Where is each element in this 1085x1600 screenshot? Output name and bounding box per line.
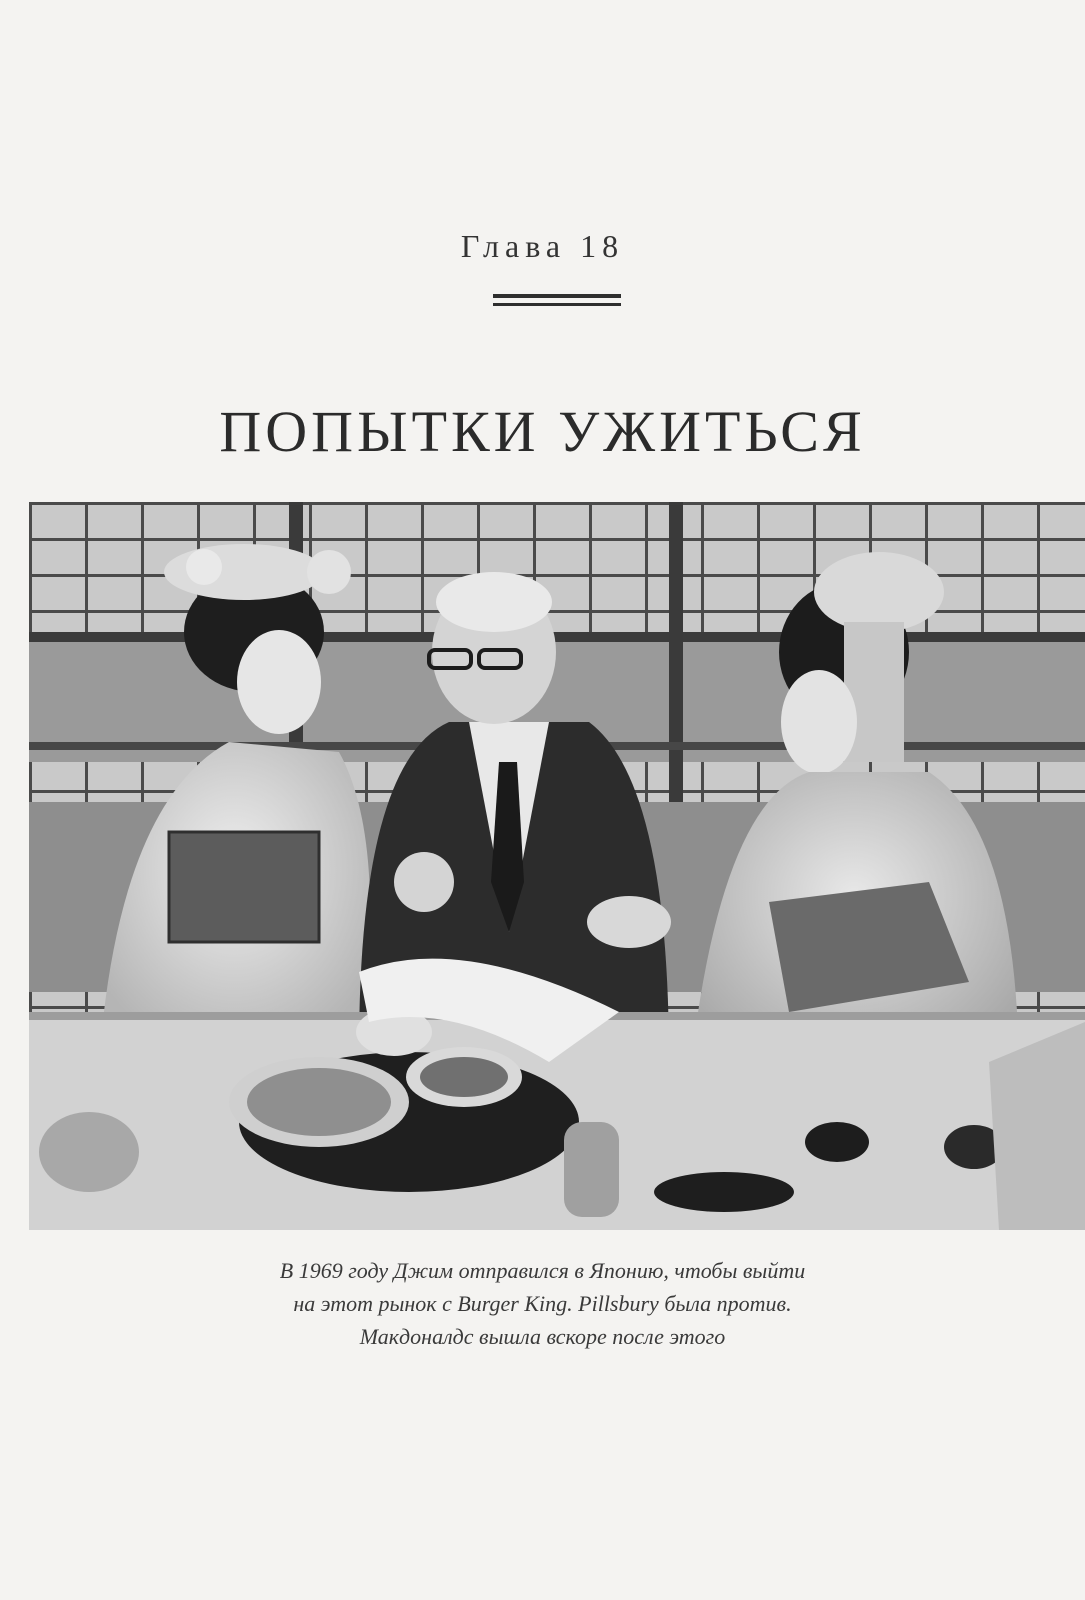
caption-line: на этот рынок с Burger King. Pillsbury была против.	[293, 1291, 792, 1316]
chapter-photo	[29, 502, 1085, 1230]
chapter-ornament	[493, 294, 621, 308]
photo-caption	[0, 1254, 1085, 1353]
ornament-line-thick	[493, 294, 621, 298]
ornament-line-thin	[493, 303, 621, 306]
chapter-title: ПОПЫТКИ УЖИТЬСЯ	[219, 399, 866, 464]
caption-line: В 1969 году Джим отправился в Японию, чтобы выйти	[279, 1258, 806, 1283]
photo-image	[29, 502, 1085, 1230]
chapter-label: Глава 18	[460, 228, 625, 264]
caption-line: Макдоналдс вышла вскоре после этого	[359, 1324, 726, 1349]
